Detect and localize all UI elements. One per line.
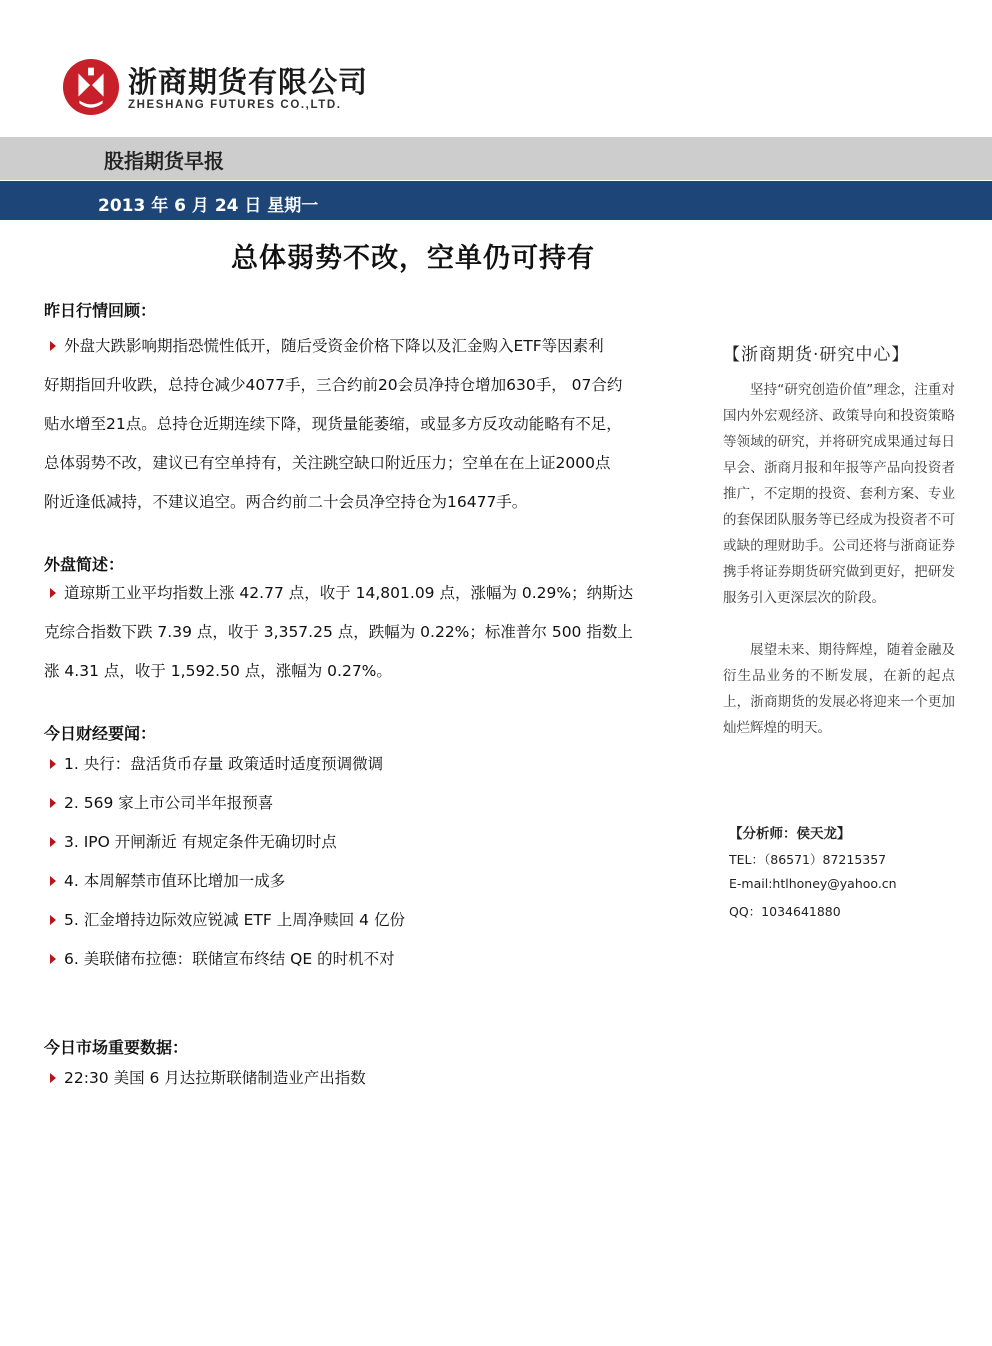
review-line: 好期指回升收跌，总持仓减少4077手，三合约前20会员净持仓增加630手， 07合约 (44, 376, 623, 394)
news-item: 1. 央行：盘活货币存量 政策适时适度预调微调 (44, 752, 383, 774)
analyst-tel: TEL：（86571）87215357 (729, 852, 887, 867)
news-item: 5. 汇金增持边际效应锐减 ETF 上周净赎回 4 亿份 (44, 908, 405, 930)
sidebar-intro: 坚持“研究创造价值”理念，注重对国内外宏观经济、政策导向和投资策略等领域的研究，并将研究成果通过每日早会、浙商月报和年报等产品向投资者推广，不定期的投资、套利方案、专业的套保团队服务等已经成为投资者不可或缺的理财助手。公司还将与浙商证券携手将证券期货研究做到更好，把研发服务引入更深层次的阶段。 (723, 382, 955, 606)
report-title-band (0, 137, 992, 180)
bullet-arrow-icon (50, 798, 56, 808)
overseas-title: 外盘简述： (44, 555, 125, 574)
company-logo-icon (62, 58, 120, 116)
review-line: 总体弱势不改，建议已有空单持有，关注跳空缺口附近压力；空单在在上证2000点 (44, 454, 611, 472)
overseas-line: 道琼斯工业平均指数上涨 42.77 点，收于 14,801.09 点，涨幅为 0.29%；纳斯达 (44, 574, 670, 613)
company-name-cn: 浙商期货有限公司 (128, 65, 369, 99)
market-data-item: 22:30 美国 6 月达拉斯联储制造业产出指数 (44, 1066, 366, 1088)
bullet-arrow-icon (50, 837, 56, 847)
overseas-line: 涨 4.31 点，收于 1,592.50 点，涨幅为 0.27%。 (44, 662, 392, 680)
review-line: 附近逢低减持，不建议追空。两合约前二十会员净空持仓为16477手。 (44, 493, 528, 511)
analyst-name: 【分析师：侯天龙】 (729, 826, 851, 842)
review-line: 外盘大跌影响期指恐慌性低开，随后受资金价格下降以及汇金购入ETF等因素利 (44, 327, 670, 366)
sidebar-outlook: 展望未来、期待辉煌，随着金融及衍生品业务的不断发展，在新的起点上，浙商期货的发展必将迎来一个更加灿烂辉煌的明天。 (723, 642, 955, 736)
news-item: 4. 本周解禁市值环比增加一成多 (44, 869, 285, 891)
bullet-arrow-icon (50, 588, 56, 598)
news-item: 6. 美联储布拉德：联储宣布终结 QE 的时机不对 (44, 947, 395, 969)
analyst-qq: QQ：1034641880 (729, 904, 841, 919)
analyst-email: E-mail:htlhoney@yahoo.cn (729, 876, 897, 891)
bullet-arrow-icon (50, 1073, 56, 1083)
sidebar-title: 【浙商期货·研究中心】 (723, 345, 910, 365)
report-date: 2013 年 6 月 24 日 星期一 (98, 196, 319, 216)
market-data-title: 今日市场重要数据： (44, 1038, 189, 1057)
news-item: 2. 569 家上市公司半年报预喜 (44, 791, 273, 813)
overseas-paragraph (44, 574, 670, 691)
bullet-arrow-icon (50, 954, 56, 964)
news-item: 3. IPO 开闸渐近 有规定条件无确切时点 (44, 830, 337, 852)
report-date-band (0, 181, 992, 220)
review-title: 昨日行情回顾： (44, 301, 157, 320)
company-name-en: ZHESHANG FUTURES CO.,LTD. (128, 99, 342, 111)
bullet-arrow-icon (50, 876, 56, 886)
overseas-line: 克综合指数下跌 7.39 点，收于 3,357.25 点，跌幅为 0.22%；标准普尔 500 指数上 (44, 623, 633, 641)
bullet-arrow-icon (50, 341, 56, 351)
headline: 总体弱势不改，空单仍可持有 (231, 243, 595, 274)
bullet-arrow-icon (50, 759, 56, 769)
report-title: 股指期货早报 (104, 149, 224, 173)
bullet-arrow-icon (50, 915, 56, 925)
review-paragraph (44, 327, 670, 522)
review-line: 贴水增至21点。总持仓近期连续下降，现货量能萎缩，或显多方反攻动能略有不足， (44, 415, 622, 433)
news-title: 今日财经要闻： (44, 724, 157, 743)
